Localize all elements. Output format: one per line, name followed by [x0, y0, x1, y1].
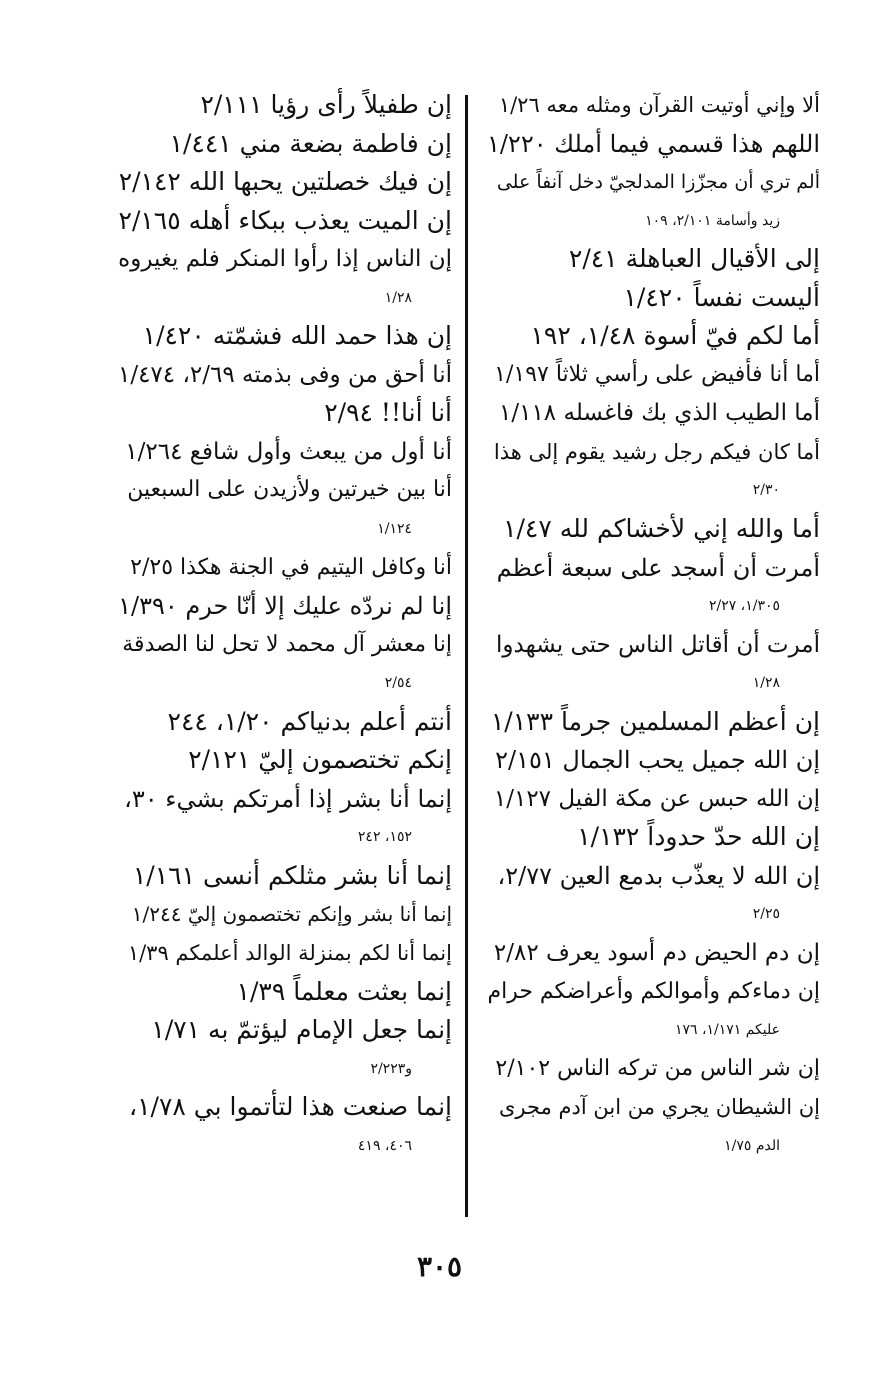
index-entry	[488, 626, 820, 703]
entry-text: أما لكم فيّ أسوة ١/٤٨، ١٩٢	[530, 321, 820, 351]
entry-text: اللهم هذا قسمي فيما أملك ١/٢٢٠	[486, 129, 820, 158]
column-divider	[465, 95, 468, 1217]
index-entry	[488, 1050, 820, 1089]
index-entry	[118, 317, 452, 356]
index-entry	[118, 895, 452, 934]
index-entry	[118, 394, 452, 433]
entry-text: إنكم تختصمون إليّ ٢/١٢١	[188, 745, 452, 775]
entry-text: إن طفيلاً رأى رؤيا ٢/١١١	[200, 90, 452, 119]
entry-text: أنا وكافل اليتيم في الجنة هكذا ٢/٢٥	[130, 554, 452, 580]
entry-continuation: ١٥٢، ٢٤٢	[357, 829, 412, 846]
entry-continuation: ٤٠٦، ٤١٩	[357, 1137, 412, 1154]
index-entry	[118, 471, 452, 548]
index-entry	[118, 973, 452, 1012]
entry-text: أنا أول من يبعث وأول شافع ١/٢٦٤	[125, 438, 452, 465]
entry-text: أما أنا فأفيض على رأسي ثلاثاً ١/١٩٧	[494, 361, 820, 387]
index-entry	[118, 626, 452, 703]
entry-text: أما كان فيكم رجل رشيد يقوم إلى هذا	[493, 439, 820, 464]
index-entry	[488, 279, 820, 318]
index-entry	[488, 240, 820, 279]
entry-continuation: عليكم ١/١٧١، ١٧٦	[674, 1022, 780, 1039]
index-entry	[488, 510, 820, 549]
entry-continuation: و٢/٢٢٣	[370, 1060, 412, 1077]
index-entry	[118, 780, 452, 857]
entry-continuation: ١/٢٨	[384, 289, 412, 306]
index-entry	[488, 934, 820, 973]
entry-text: إنا لم نردّه عليك إلا أنّا حرم ١/٣٩٠	[118, 592, 452, 621]
entry-text: إنما بعثت معلماً ١/٣٩	[236, 976, 452, 1006]
entry-text: إن هذا حمد الله فشمّته ١/٤٢٠	[142, 321, 452, 351]
index-entry	[118, 240, 452, 317]
entry-text: إن فيك خصلتين يحبها الله ٢/١٤٢	[118, 167, 452, 197]
entry-text: أنا أنا!! ٢/٩٤	[324, 398, 452, 428]
entry-text: إن الشيطان يجري من ابن آدم مجرى	[499, 1095, 820, 1120]
entry-text: ألم تري أن مجزّزا المدلجيّ دخل آنفاً على	[496, 171, 820, 194]
entry-text: إنا معشر آل محمد لا تحل لنا الصدقة	[122, 631, 452, 657]
entry-text: أنا أحق من وفى بذمته ٢/٦٩، ١/٤٧٤	[117, 361, 452, 388]
index-entry	[488, 125, 820, 164]
index-entry	[118, 86, 452, 125]
entry-text: أما والله إني لأخشاكم لله ١/٤٧	[503, 514, 820, 544]
index-entry	[488, 549, 820, 626]
entry-text: إنما أنا بشر مثلكم أنسى ١/١٦١	[132, 860, 452, 890]
page-number: ٣٠٥	[416, 1250, 463, 1283]
index-entry	[118, 1088, 452, 1165]
entry-continuation: ١/١٢٤	[377, 521, 412, 538]
index-entry	[488, 780, 820, 819]
index-entry	[488, 163, 820, 240]
entry-text: إنما أنا بشر إذا أمرتكم بشيء ٣٠،	[124, 784, 452, 813]
index-entry	[118, 433, 452, 472]
entry-text: إنما أنا بشر وإنكم تختصمون إليّ ١/٢٤٤	[131, 902, 452, 927]
entry-continuation: زيد وأسامة ٢/١٠١، ١٠٩	[645, 212, 780, 229]
entry-text: أليست نفساً ١/٤٢٠	[623, 282, 820, 312]
entry-text: إن الله حدّ حدوداً ١/١٣٢	[577, 822, 820, 852]
entry-continuation: ١/٣٠٥، ٢/٢٧	[708, 598, 780, 615]
index-entry	[118, 202, 452, 241]
index-entry	[118, 1011, 452, 1088]
index-entry	[118, 163, 452, 202]
index-entry	[488, 973, 820, 1050]
index-entry	[488, 86, 820, 125]
index-entry	[118, 857, 452, 896]
index-entry	[118, 587, 452, 626]
index-entry	[488, 356, 820, 395]
index-entry	[488, 741, 820, 780]
entry-text: إن أعظم المسلمين جرماً ١/١٣٣	[490, 706, 820, 736]
index-entry	[118, 741, 452, 780]
index-entry	[118, 356, 452, 395]
index-entry	[488, 857, 820, 934]
entry-continuation: ٢/٣٠	[752, 482, 780, 499]
index-entry	[488, 703, 820, 742]
entry-text: إنما جعل الإمام ليؤتمّ به ١/٧١	[151, 1015, 452, 1045]
entry-text: إلى الأقيال العباهلة ٢/٤١	[568, 244, 820, 274]
entry-text: إن الميت يعذب ببكاء أهله ٢/١٦٥	[118, 205, 452, 235]
entry-continuation: ١/٢٨	[752, 675, 780, 692]
index-entry	[118, 703, 452, 742]
entry-text: أمرت أن أقاتل الناس حتى يشهدوا	[496, 631, 820, 658]
index-entry	[118, 934, 452, 973]
index-entry	[488, 394, 820, 433]
index-entry	[488, 1088, 820, 1165]
entry-text: إن الناس إذا رأوا المنكر فلم يغيروه	[118, 246, 452, 273]
entry-continuation: ٢/٥٤	[384, 675, 412, 692]
entry-text: إن فاطمة بضعة مني ١/٤٤١	[169, 128, 452, 158]
entry-text: أما الطيب الذي بك فاغسله ١/١١٨	[499, 400, 820, 427]
entry-text: أمرت أن أسجد على سبعة أعظم	[496, 553, 820, 582]
entry-text: إن الله حبس عن مكة الفيل ١/١٢٧	[493, 785, 820, 812]
entry-text: إن شر الناس من تركه الناس ٢/١٠٢	[495, 1055, 820, 1081]
index-entry	[118, 125, 452, 164]
entry-text: إن دم الحيض دم أسود يعرف ٢/٨٢	[493, 940, 820, 967]
entry-text: أنا بين خيرتين ولأزيدن على السبعين	[127, 477, 452, 503]
index-entry	[488, 433, 820, 510]
entry-continuation: الدم ١/٧٥	[724, 1137, 780, 1154]
entry-continuation: ٢/٢٥	[752, 906, 780, 923]
index-column-right	[488, 86, 820, 1165]
index-column-left	[118, 86, 452, 1165]
entry-text: ألا وإني أوتيت القرآن ومثله معه ١/٢٦	[498, 93, 820, 117]
entry-text: إنما أنا لكم بمنزلة الوالد أعلمكم ١/٣٩	[127, 941, 452, 966]
entry-text: إن دماءكم وأموالكم وأعراضكم حرام	[487, 978, 820, 1004]
entry-text: إن الله لا يعذّب بدمع العين ٢/٧٧،	[497, 861, 820, 890]
index-entry	[488, 317, 820, 356]
index-entry	[118, 549, 452, 588]
index-entry	[488, 818, 820, 857]
entry-text: إن الله جميل يحب الجمال ٢/١٥١	[495, 746, 820, 775]
entry-text: أنتم أعلم بدنياكم ١/٢٠، ٢٤٤	[167, 706, 452, 736]
entry-text: إنما صنعت هذا لتأتموا بي ١/٧٨،	[129, 1092, 452, 1122]
